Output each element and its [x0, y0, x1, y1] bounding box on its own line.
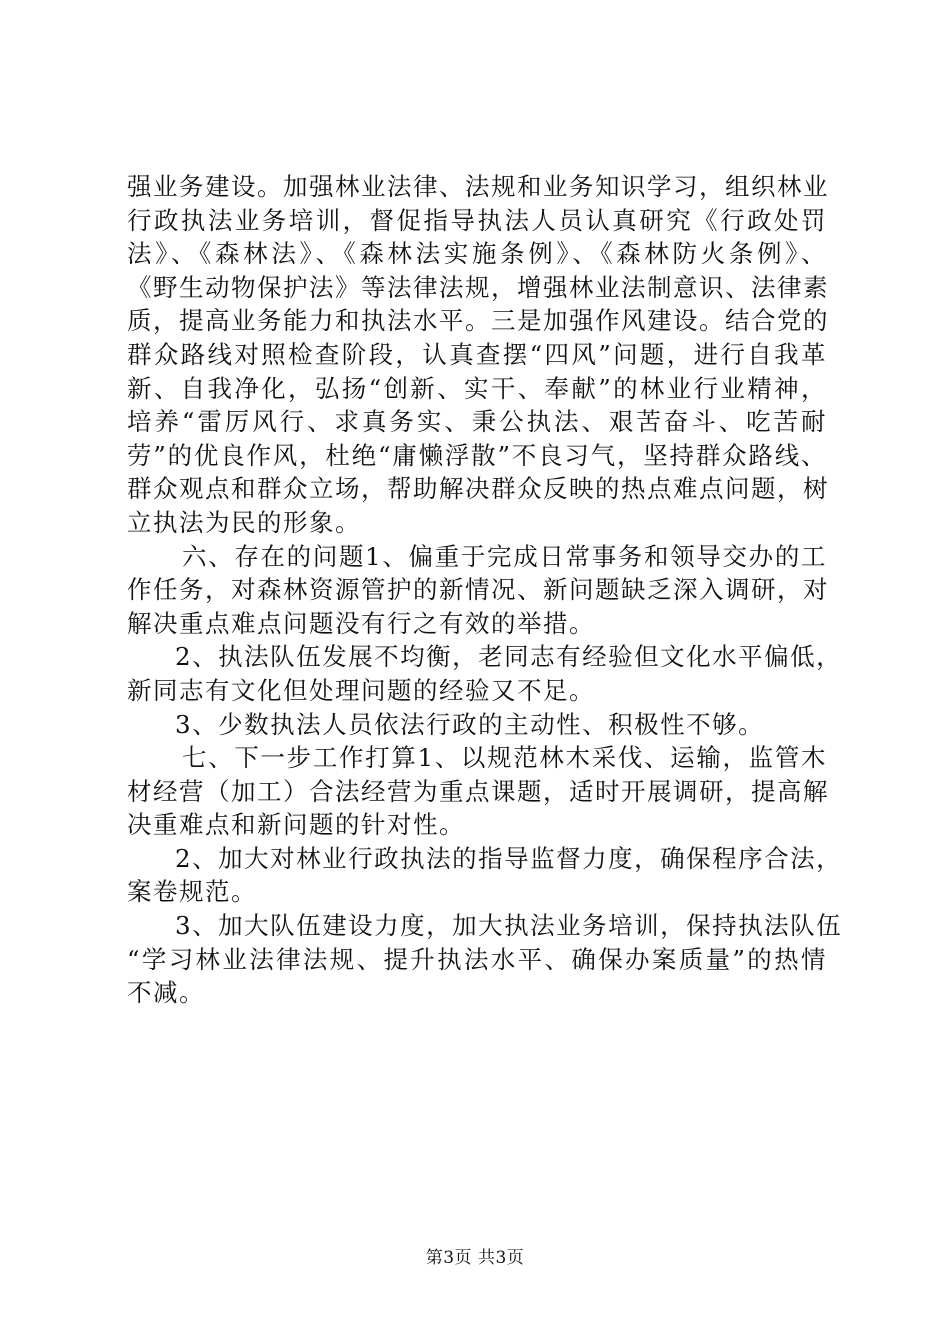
page-footer: 第3页 共3页: [425, 1248, 525, 1268]
text-line: 群众观点和群众立场，帮助解决群众反映的热点难点问题，树: [127, 474, 829, 504]
text-line: 劳”的优良作风，杜绝“庸懒浮散”不良习气，坚持群众路线、: [127, 440, 827, 470]
text-line: 六、存在的问题1、偏重于完成日常事务和领导交办的工: [182, 541, 827, 571]
text-line: 2、加大对林业行政执法的指导监督力度，确保程序合法，: [175, 843, 843, 873]
text-line: 立执法为民的形象。: [127, 507, 361, 537]
text-line: 决重难点和新问题的针对性。: [127, 810, 465, 840]
text-line: 案卷规范。: [127, 877, 257, 907]
text-line: 新、自我净化，弘扬“创新、实干、奉献”的林业行业精神，: [127, 373, 827, 403]
text-line: 培养“雷厉风行、求真务实、秉公执法、艰苦奋斗、吃苦耐: [127, 407, 827, 437]
text-line: 解决重点难点问题没有行之有效的举措。: [127, 608, 595, 638]
text-line: 2、执法队伍发展不均衡，老同志有经验但文化水平偏低，: [175, 642, 843, 672]
text-line: “学习林业法律法规、提升执法水平、确保办案质量”的热情: [127, 944, 827, 974]
text-line: 《野生动物保护法》等法律法规，增强林业法制意识、法律素: [127, 272, 829, 302]
text-line: 3、少数执法人员依法行政的主动性、积极性不够。: [175, 709, 765, 739]
text-line: 作任务，对森林资源管护的新情况、新问题缺乏深入调研，对: [127, 575, 829, 605]
text-line: 材经营（加工）合法经营为重点课题，适时开展调研，提高解: [127, 776, 829, 806]
text-line: 不减。: [127, 978, 205, 1008]
text-line: 七、下一步工作打算1、以规范林木采伐、运输，监管木: [182, 743, 827, 773]
body-text: [127, 170, 843, 1010]
text-line: 强业务建设。加强林业法律、法规和业务知识学习，组织林业: [127, 172, 829, 201]
text-line: 群众路线对照检查阶段，认真查摆“四风”问题，进行自我革: [127, 339, 827, 369]
text-line: 新同志有文化但处理问题的经验又不足。: [127, 675, 595, 705]
text-line: 法》、《森林法》、《森林法实施条例》、《森林防火条例》、: [127, 239, 827, 269]
text-line: 行政执法业务培训，督促指导执法人员认真研究《行政处罚: [127, 205, 827, 235]
text-line: 质，提高业务能力和执法水平。三是加强作风建设。结合党的: [127, 306, 829, 336]
text-line: 3、加大队伍建设力度，加大执法业务培训，保持执法队伍: [175, 911, 843, 941]
